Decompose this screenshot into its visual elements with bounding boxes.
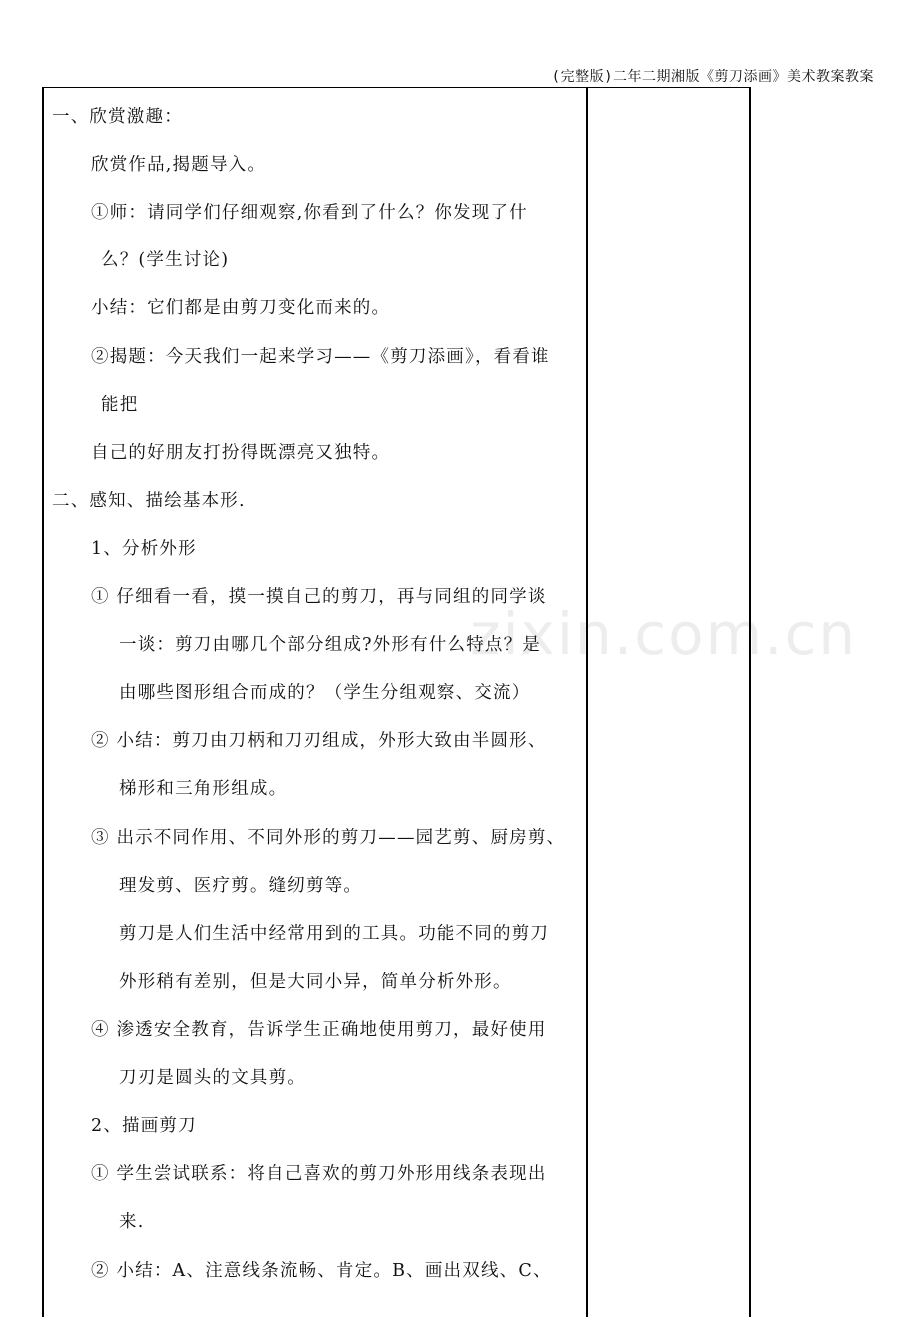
text-line: ② 小结：剪刀由刀柄和刀刃组成，外形大致由半圆形、 <box>91 731 547 751</box>
table-column-divider <box>586 87 588 1317</box>
text-line: 梯形和三角形组成。 <box>119 779 288 799</box>
document-header: (完整版)二年二期湘版《剪刀添画》美术教案教案 <box>551 69 874 85</box>
text-line: 来. <box>119 1212 145 1232</box>
text-line: ②揭题：今天我们一起来学习——《剪刀添画》，看看谁 <box>91 347 550 367</box>
text-line: ④ 渗透安全教育，告诉学生正确地使用剪刀，最好使用 <box>91 1020 547 1040</box>
text-line: 小结：它们都是由剪刀变化而来的。 <box>91 298 391 318</box>
section-heading-appreciation: 一、欣赏激趣： <box>52 107 183 127</box>
text-line: ③ 出示不同作用、不同外形的剪刀——园艺剪、厨房剪、 <box>91 828 566 848</box>
text-line: 能把 <box>101 395 139 415</box>
text-line: ①师：请同学们仔细观察,你看到了什么？你发现了什 <box>91 203 528 223</box>
text-line: 刀刃是圆头的文具剪。 <box>119 1068 306 1088</box>
subsection-heading: 1、分析外形 <box>91 539 197 559</box>
text-line: 由哪些图形组合而成的？（学生分组观察、交流） <box>119 683 531 703</box>
watermark: zixin.com.cn <box>470 600 858 668</box>
subsection-heading: 2、描画剪刀 <box>91 1116 197 1136</box>
text-line: ② 小结：A、注意线条流畅、肯定。B、画出双线、C、 <box>91 1261 552 1281</box>
text-line: 理发剪、医疗剪。缝纫剪等。 <box>119 876 363 896</box>
text-line: ① 学生尝试联系：将自己喜欢的剪刀外形用线条表现出 <box>91 1164 547 1184</box>
text-line: 剪刀是人们生活中经常用到的工具。功能不同的剪刀 <box>119 924 550 944</box>
text-line: 自己的好朋友打扮得既漂亮又独特。 <box>91 443 391 463</box>
text-line: 一谈：剪刀由哪几个部分组成?外形有什么特点？是 <box>119 635 541 655</box>
section-heading-perception: 二、感知、描绘基本形. <box>52 491 246 511</box>
text-line: ① 仔细看一看，摸一摸自己的剪刀，再与同组的同学谈 <box>91 587 547 607</box>
text-line: 么？(学生讨论) <box>101 250 230 270</box>
text-line: 欣赏作品,揭题导入。 <box>91 155 267 175</box>
text-line: 外形稍有差别，但是大同小异，简单分析外形。 <box>119 972 512 992</box>
